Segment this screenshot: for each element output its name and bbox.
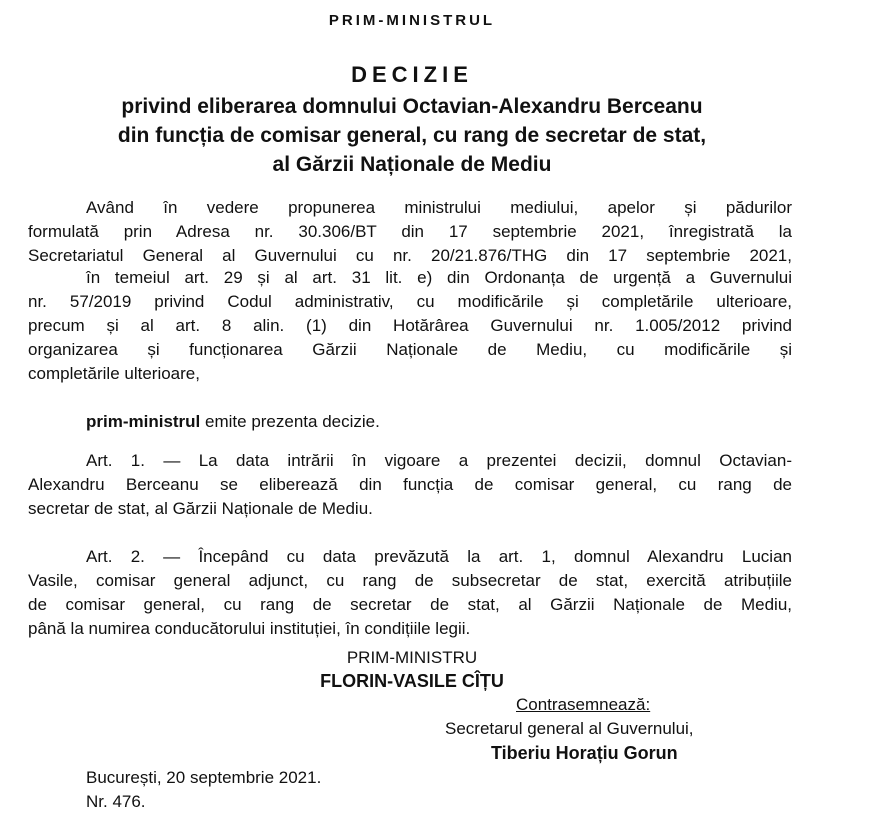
text-line: Art. 2. — Începând cu data prevăzută la art. 1, domnul Alexandru Lucian [86, 547, 792, 566]
text-line: nr. 57/2019 privind Codul administrativ, cu modificările și completările ulterioare, [28, 292, 792, 311]
text-line: Vasile, comisar general adjunct, cu rang de subsecretar de stat, exercită atribuțiile [28, 571, 792, 590]
text-line: formulată prin Adresa nr. 30.306/BT din 17 septembrie 2021, înregistrată la [28, 222, 792, 241]
subtitle-line: privind eliberarea domnului Octavian-Alexandru Berceanu [121, 95, 703, 118]
preamble-paragraph-1 [28, 196, 792, 268]
document-subtitle [30, 92, 794, 179]
subtitle-line: al Gărzii Naționale de Mediu [272, 153, 552, 176]
subtitle-line: din funcția de comisar general, cu rang de secretar de stat, [117, 124, 707, 147]
article-1 [28, 449, 792, 521]
text-line: până la numirea conducătorului instituției, în condițiile legii. [28, 619, 471, 638]
text-line: Art. 1. — La data intrării în vigoare a prezentei decizii, domnul Octavian- [86, 451, 792, 470]
text-line: secretar de stat, al Gărzii Naționale de Mediu. [28, 499, 373, 518]
signatory-name: FLORIN-VASILE CÎȚU [320, 671, 504, 691]
text-line: Alexandru Berceanu se eliberează din funcția de comisar general, cu rang de [28, 475, 792, 494]
text-line: organizarea și funcționarea Gărzii Naționale de Mediu, cu modificările și [28, 340, 792, 359]
text-line: în temeiul art. 29 și al art. 31 lit. e) din Ordonanța de urgență a Guvernului [86, 268, 792, 287]
text-line: Secretariatul General al Guvernului cu nr. 20/21.876/THG din 17 septembrie 2021, [28, 246, 792, 265]
issuer-heading: PRIM-MINISTRUL [328, 12, 496, 29]
text-line: completările ulterioare, [28, 364, 200, 383]
signatory-role: PRIM-MINISTRU [346, 648, 478, 667]
issuing-authority: prim-ministrul [86, 412, 201, 431]
countersign-name: Tiberiu Horațiu Gorun [491, 743, 678, 763]
issuing-statement [86, 410, 792, 434]
article-2 [28, 545, 792, 641]
text-line: Având în vedere propunerea ministrului mediului, apelor și pădurilor [86, 198, 792, 217]
text-line: precum și al art. 8 alin. (1) din Hotărârea Guvernului nr. 1.005/2012 privind [28, 316, 792, 335]
countersign-label: Contrasemnează: [516, 695, 651, 714]
place-and-date: București, 20 septembrie 2021. [86, 768, 322, 787]
countersign-role: Secretarul general al Guvernului, [445, 719, 694, 738]
document-title: DECIZIE [351, 62, 473, 87]
document-number: Nr. 476. [86, 792, 146, 811]
issuing-text: emite prezenta decizie. [200, 412, 380, 431]
preamble-paragraph-2 [28, 266, 792, 386]
text-line: de comisar general, cu rang de secretar de stat, al Gărzii Naționale de Mediu, [28, 595, 792, 614]
